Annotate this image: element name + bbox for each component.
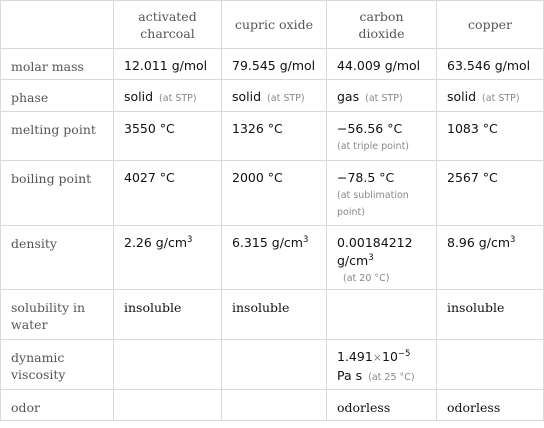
row-label-solubility — [1, 290, 114, 340]
column-header-copper: copper — [437, 1, 544, 49]
row-label-melting-point: melting point — [1, 112, 114, 161]
row-label-line1: dynamic — [11, 350, 65, 365]
cell-viscosity-carbon-dioxide — [327, 340, 437, 390]
density-exponent: 3 — [368, 253, 374, 263]
column-header-activated-charcoal: activated charcoal — [114, 1, 222, 49]
column-header-cupric-oxide: cupric oxide — [222, 1, 327, 49]
cell-boiling-point-cupric-oxide: 2000 °C — [222, 161, 327, 226]
melting-point-value: −56.56 °C — [337, 121, 403, 136]
cell-phase-copper — [437, 80, 544, 112]
viscosity-base: 10 — [382, 349, 398, 364]
phase-note: (at STP) — [159, 93, 197, 104]
table-row-density — [1, 226, 544, 290]
row-label-boiling-point: boiling point — [1, 161, 114, 226]
density-exponent: 3 — [510, 235, 516, 245]
cell-molar-mass-cupric-oxide: 79.545 g/mol — [222, 49, 327, 80]
row-label-line1: solubility in — [11, 300, 86, 315]
cell-odor-copper: odorless — [437, 390, 544, 421]
table-row-odor — [1, 390, 544, 421]
table-row-boiling-point — [1, 161, 544, 226]
boiling-point-value: −78.5 °C — [337, 170, 395, 185]
density-value-line1: 0.00184212 — [337, 235, 413, 250]
cell-solubility-copper: insoluble — [437, 290, 544, 340]
cell-phase-cupric-oxide — [222, 80, 327, 112]
boiling-point-note-line2: point) — [337, 207, 365, 218]
phase-note: (at STP) — [267, 93, 305, 104]
phase-value: gas — [337, 89, 360, 104]
cell-melting-point-activated-charcoal: 3550 °C — [114, 112, 222, 161]
table-row-molar-mass — [1, 49, 544, 80]
cell-melting-point-copper: 1083 °C — [437, 112, 544, 161]
cell-odor-cupric-oxide — [222, 390, 327, 421]
cell-solubility-cupric-oxide: insoluble — [222, 290, 327, 340]
cell-viscosity-activated-charcoal — [114, 340, 222, 390]
table-row-solubility — [1, 290, 544, 340]
cell-phase-carbon-dioxide — [327, 80, 437, 112]
cell-molar-mass-activated-charcoal: 12.011 g/mol — [114, 49, 222, 80]
header-row — [1, 1, 544, 49]
phase-note: (at STP) — [365, 93, 403, 104]
cell-solubility-activated-charcoal: insoluble — [114, 290, 222, 340]
phase-note: (at STP) — [482, 93, 520, 104]
cell-viscosity-copper — [437, 340, 544, 390]
row-label-dynamic-viscosity — [1, 340, 114, 390]
row-label-phase: phase — [1, 80, 114, 112]
cell-molar-mass-carbon-dioxide: 44.009 g/mol — [327, 49, 437, 80]
melting-point-note: (at triple point) — [337, 141, 410, 152]
cell-boiling-point-carbon-dioxide — [327, 161, 437, 226]
density-exponent: 3 — [187, 235, 193, 245]
row-label-line2: water — [11, 317, 48, 332]
cell-molar-mass-copper: 63.546 g/mol — [437, 49, 544, 80]
cell-boiling-point-activated-charcoal: 4027 °C — [114, 161, 222, 226]
boiling-point-note-line1: (at sublimation — [337, 190, 409, 201]
cell-melting-point-carbon-dioxide — [327, 112, 437, 161]
density-value: 8.96 g/cm — [447, 235, 511, 250]
cell-solubility-carbon-dioxide — [327, 290, 437, 340]
density-unit: g/cm — [337, 253, 369, 268]
phase-value: solid — [124, 89, 154, 104]
table-row-phase — [1, 80, 544, 112]
cell-density-activated-charcoal — [114, 226, 222, 290]
cell-phase-activated-charcoal — [114, 80, 222, 112]
cell-viscosity-cupric-oxide — [222, 340, 327, 390]
viscosity-exponent: −5 — [397, 349, 411, 359]
cell-odor-carbon-dioxide: odorless — [327, 390, 437, 421]
phase-value: solid — [447, 89, 477, 104]
density-note: (at 20 °C) — [343, 273, 390, 284]
row-label-molar-mass: molar mass — [1, 49, 114, 80]
row-label-line2: viscosity — [11, 367, 66, 382]
cell-melting-point-cupric-oxide: 1326 °C — [222, 112, 327, 161]
cell-density-cupric-oxide — [222, 226, 327, 290]
cell-density-carbon-dioxide — [327, 226, 437, 290]
cell-boiling-point-copper: 2567 °C — [437, 161, 544, 226]
cell-density-copper — [437, 226, 544, 290]
table-row-dynamic-viscosity — [1, 340, 544, 390]
density-exponent: 3 — [302, 235, 309, 245]
phase-value: solid — [232, 89, 262, 104]
density-value: 2.26 g/cm — [124, 235, 188, 250]
cell-odor-activated-charcoal — [114, 390, 222, 421]
viscosity-unit: Pa s — [337, 368, 363, 383]
column-header-carbon-dioxide: carbon dioxide — [327, 1, 437, 49]
corner-cell — [1, 1, 114, 49]
times-symbol: × — [372, 351, 383, 364]
row-label-odor: odor — [1, 390, 114, 421]
viscosity-note: (at 25 °C) — [368, 372, 415, 383]
viscosity-mantissa: 1.491 — [337, 349, 373, 364]
density-value: 6.315 g/cm — [232, 235, 303, 250]
row-label-density: density — [1, 226, 114, 290]
table-row-melting-point — [1, 112, 544, 161]
